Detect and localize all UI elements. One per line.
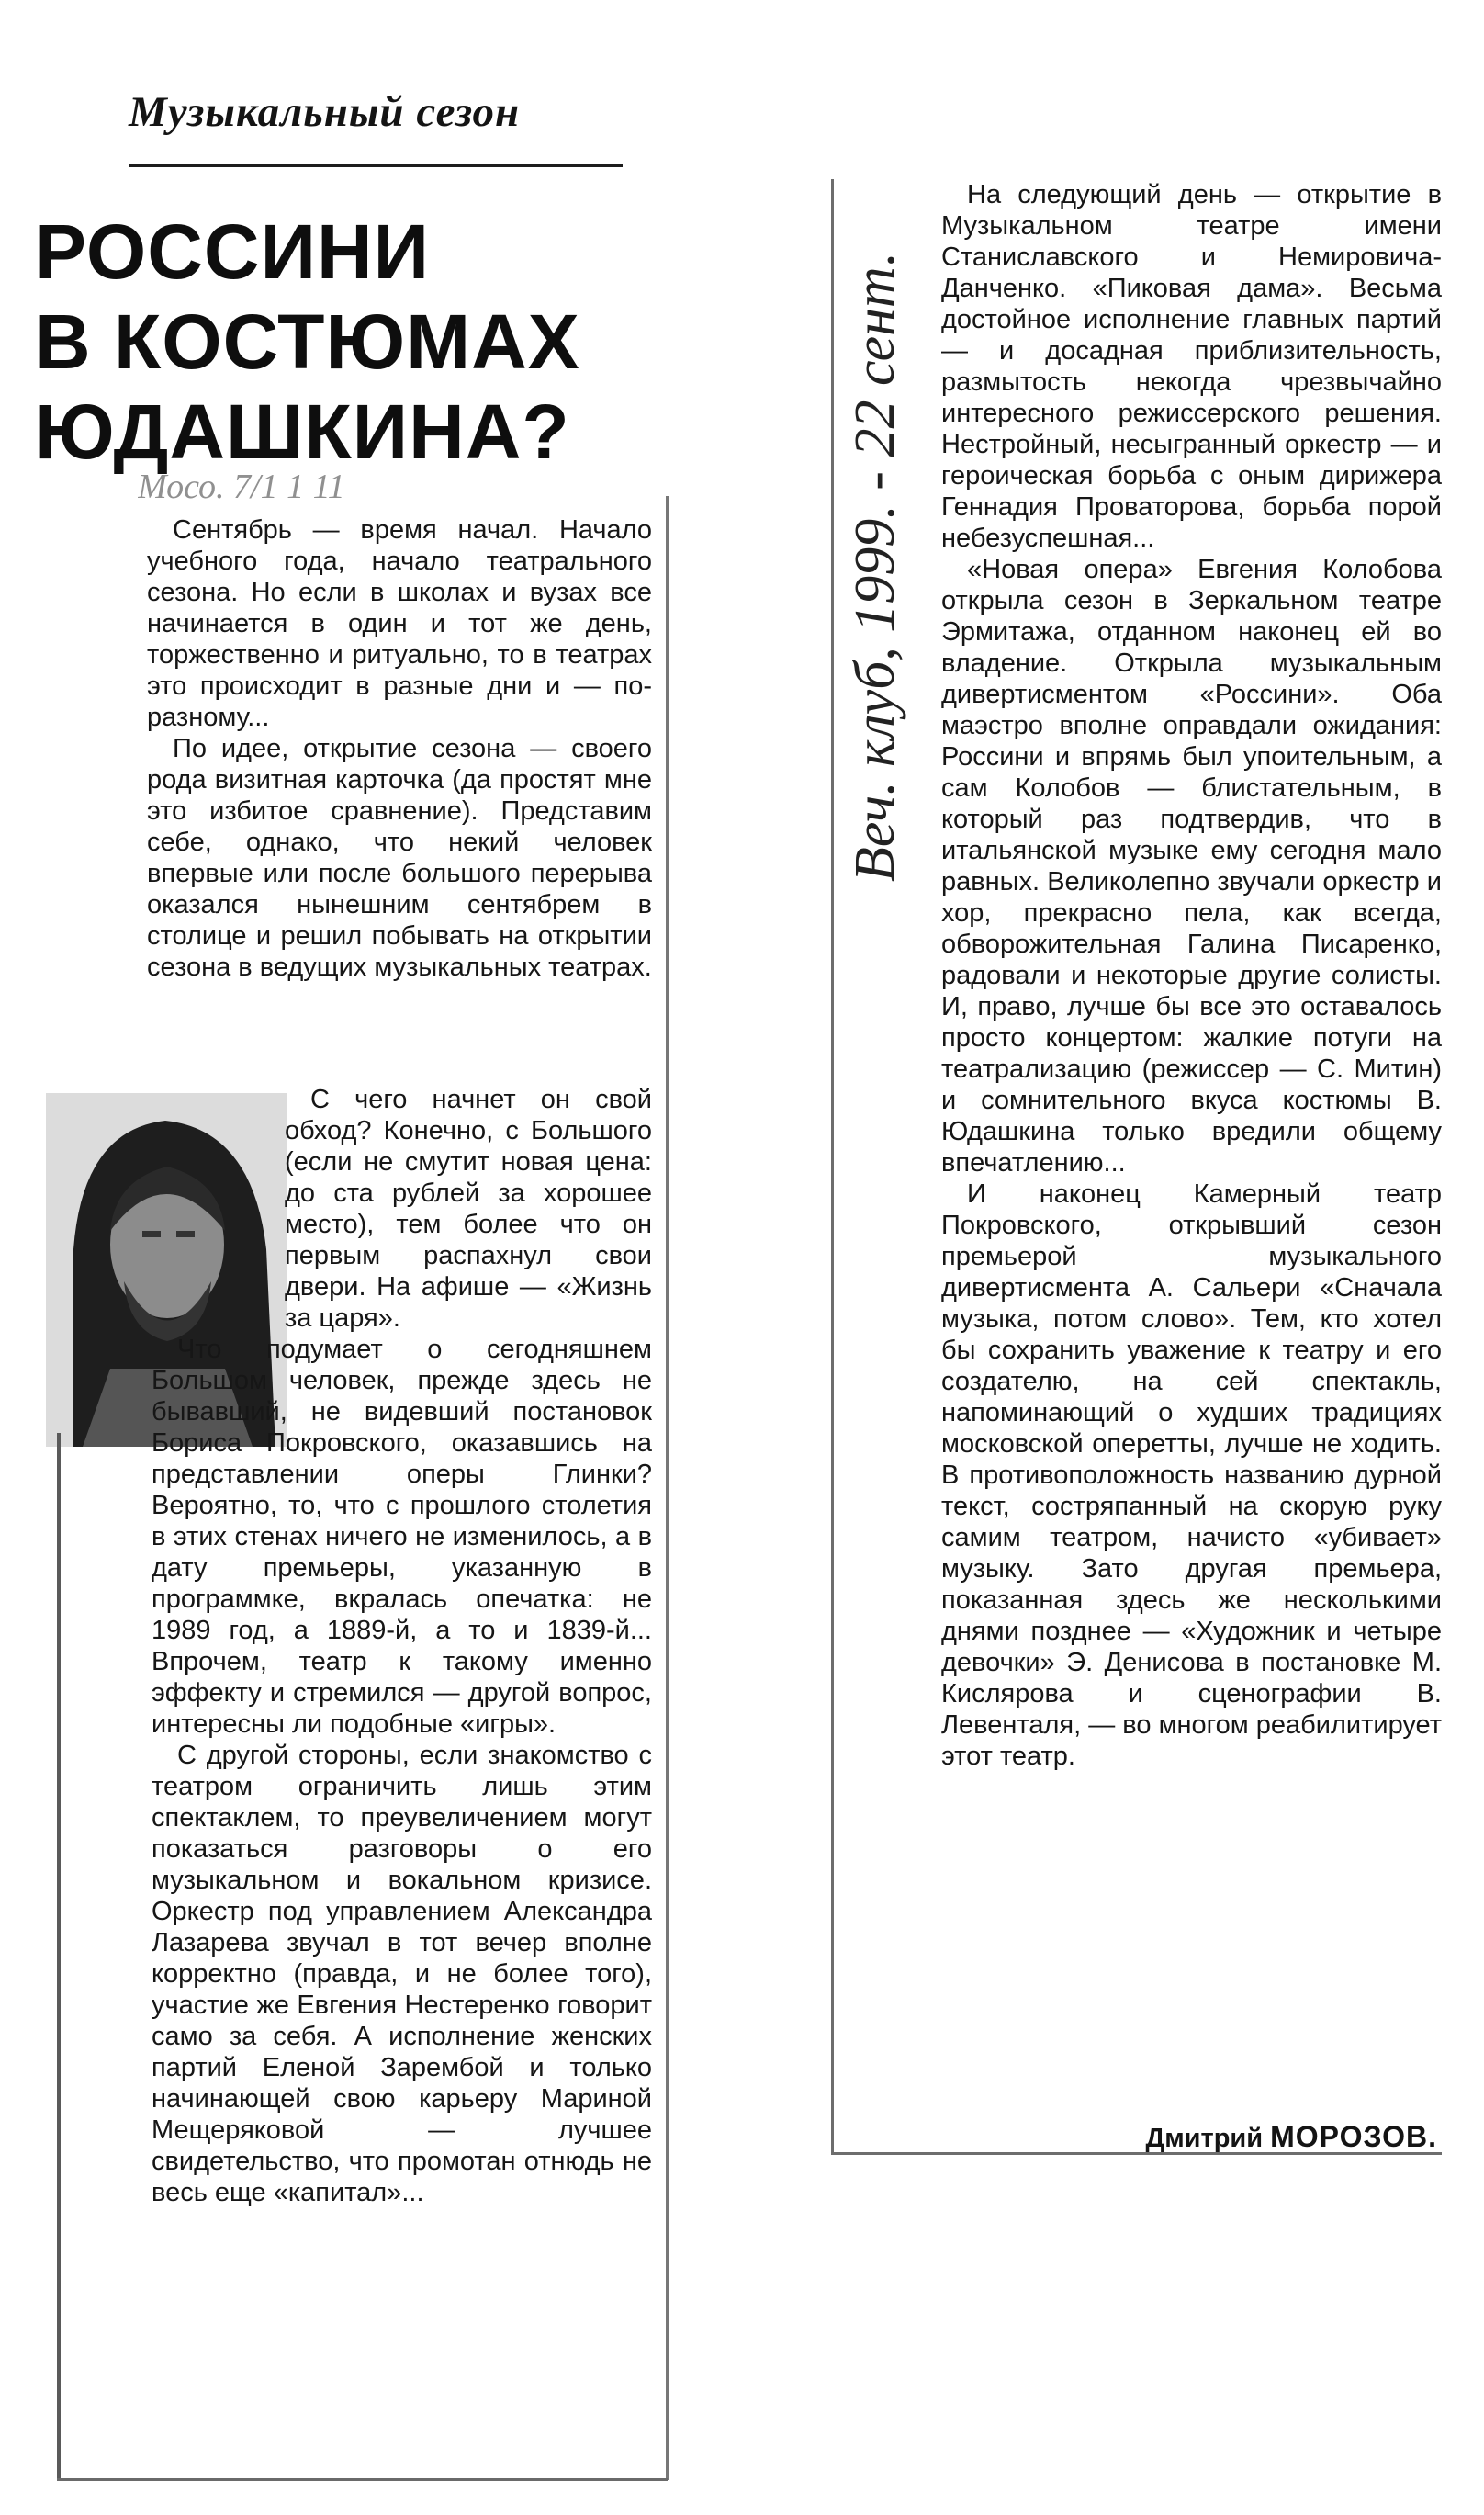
- article-column-1: [147, 514, 652, 983]
- paragraph: С другой стороны, если знакомство с театром ограничить лишь этим спектаклем, то преувеличением могут показаться разговоры о его музыкальном и вокальном кризисе. Оркестр под управлением Александра Лазарева звучал в тот вечер вполне корректно (правда, и не более того), участие же Евгения Нестеренко говорит само за себя. А исполнение женских партий Еленой Зарембой и только начинающей свою карьеру Мариной Мещеряковой — лучшее свидетельство, что промотан отнюдь не весь еще «капитал»...: [152, 1741, 652, 2207]
- paragraph: И наконец Камерный театр Покровского, открывший сезон премьерой музыкального дивертисмента А. Сальери «Сначала музыка, потом слово». Тем, кто хотел бы сохранить уважение к театру и его создателю, на сей спектакль, напоминающий о худших традициях московской оперетты, лучше не ходить. В противоположность названию дурной текст, состряпанный на скорую руку самим театром, начисто «убивает» музыку. Зато другая премьера, показанная здесь же несколькими днями позднее — «Художник и четыре девочки» Э. Денисова в постановке М. Кислярова и сценографии В. Левенталя, — во многом реабилитирует этот театр.: [941, 1179, 1442, 1771]
- paragraph: На следующий день — открытие в Музыкальном театре имени Станиславского и Немировича-Данченко. «Пиковая дама». Весьма достойное исполнение главных партий — и досадная приблизительность, размытость некогда чрезвычайно интересного режиссерского решения. Нестройный, несыгранный оркестр — и героическая борьба с оным дирижера Геннадия Проваторова, борьба порой небезуспешная...: [941, 180, 1442, 553]
- headline-line-1: РОССИНИ: [35, 209, 430, 295]
- headline: [35, 207, 641, 477]
- handwritten-margin-note: [822, 184, 932, 909]
- clipping-edge-right: [666, 496, 669, 2480]
- margin-note-text: Веч. клуб, 1999. - 22 сент.: [844, 252, 906, 882]
- handwritten-scrawl: [138, 459, 615, 514]
- paragraph: Сентябрь — время начал. Начало учебного года, начало театрального сезона. Но если в школах и вузах все начинается в один и тот же день, торжественно и ритуально, то в театрах это происходит в разные дни и — по-разному...: [147, 515, 652, 732]
- rubric: Музыкальный сезон: [129, 88, 521, 136]
- rubric-underline: [129, 164, 623, 167]
- article-column-2: [941, 179, 1442, 1772]
- clipping-edge-left: [57, 1433, 61, 2480]
- article-column-1-continued: [152, 1084, 652, 2208]
- author-byline: [1097, 2120, 1437, 2154]
- paragraph: Что подумает о сегодняшнем Большом человек, прежде здесь не бывавший, не видевший постановок Бориса Покровского, оказавшись на представлении оперы Глинки? Вероятно, то, что с прошлого столетия в этих стенах ничего не изменилось, а в дату премьеры, указанную в программке, вкралась опечатка: не 1989 год, а 1889-й, а то и 1839-й... Впрочем, театр к такому именно эффекту и стремился — другой вопрос, интересны ли подобные «игры».: [152, 1335, 652, 1739]
- paragraph: По идее, открытие сезона — своего рода визитная карточка (да простят мне это избитое сравнение). Представим себе, однако, что некий человек впервые или после большого перерыва оказался нынешним сентябрем в столице и решил побывать на открытии сезона в ведущих музыкальных театрах.: [147, 734, 652, 982]
- headline-line-2: В КОСТЮМАХ: [35, 299, 580, 385]
- paragraph: «Новая опера» Евгения Колобова открыла сезон в Зеркальном театре Эрмитажа, отданном наконец ей во владение. Открыла музыкальным дивертисментом «Россини». Оба маэстро вполне оправдали ожидания: Россини и впрямь был упоительным, а сам Колобов — блистательным, в который раз подтвердив, что в итальянской музыке ему сегодня мало равных. Великолепно звучали оркестр и хор, прекрасно пела, как всегда, обворожительная Галина Писаренко, радовали и некоторые другие солисты. И, право, лучше бы все это оставалось просто концертом: жалкие потуги на театрализацию (режиссер — С. Митин) и сомнительного вкуса костюмы В. Юдашкина только вредили общему впечатлению...: [941, 555, 1442, 1178]
- handwritten-scrawl-text: Мосо. 7/1 1 11: [138, 468, 345, 506]
- author-surname: МОРОЗОВ.: [1270, 2120, 1437, 2153]
- clipping-edge-bottom: [57, 2478, 668, 2481]
- author-first-name: Дмитрий: [1145, 2124, 1264, 2153]
- headline-line-3: ЮДАШКИНА?: [35, 389, 570, 475]
- paragraph: С чего начнет он свой обход? Конечно, с Большого (если не смутит новая цена: до ста рублей за хорошее место), тем более что он первым распахнул свои двери. На афише — «Жизнь за царя».: [285, 1085, 652, 1333]
